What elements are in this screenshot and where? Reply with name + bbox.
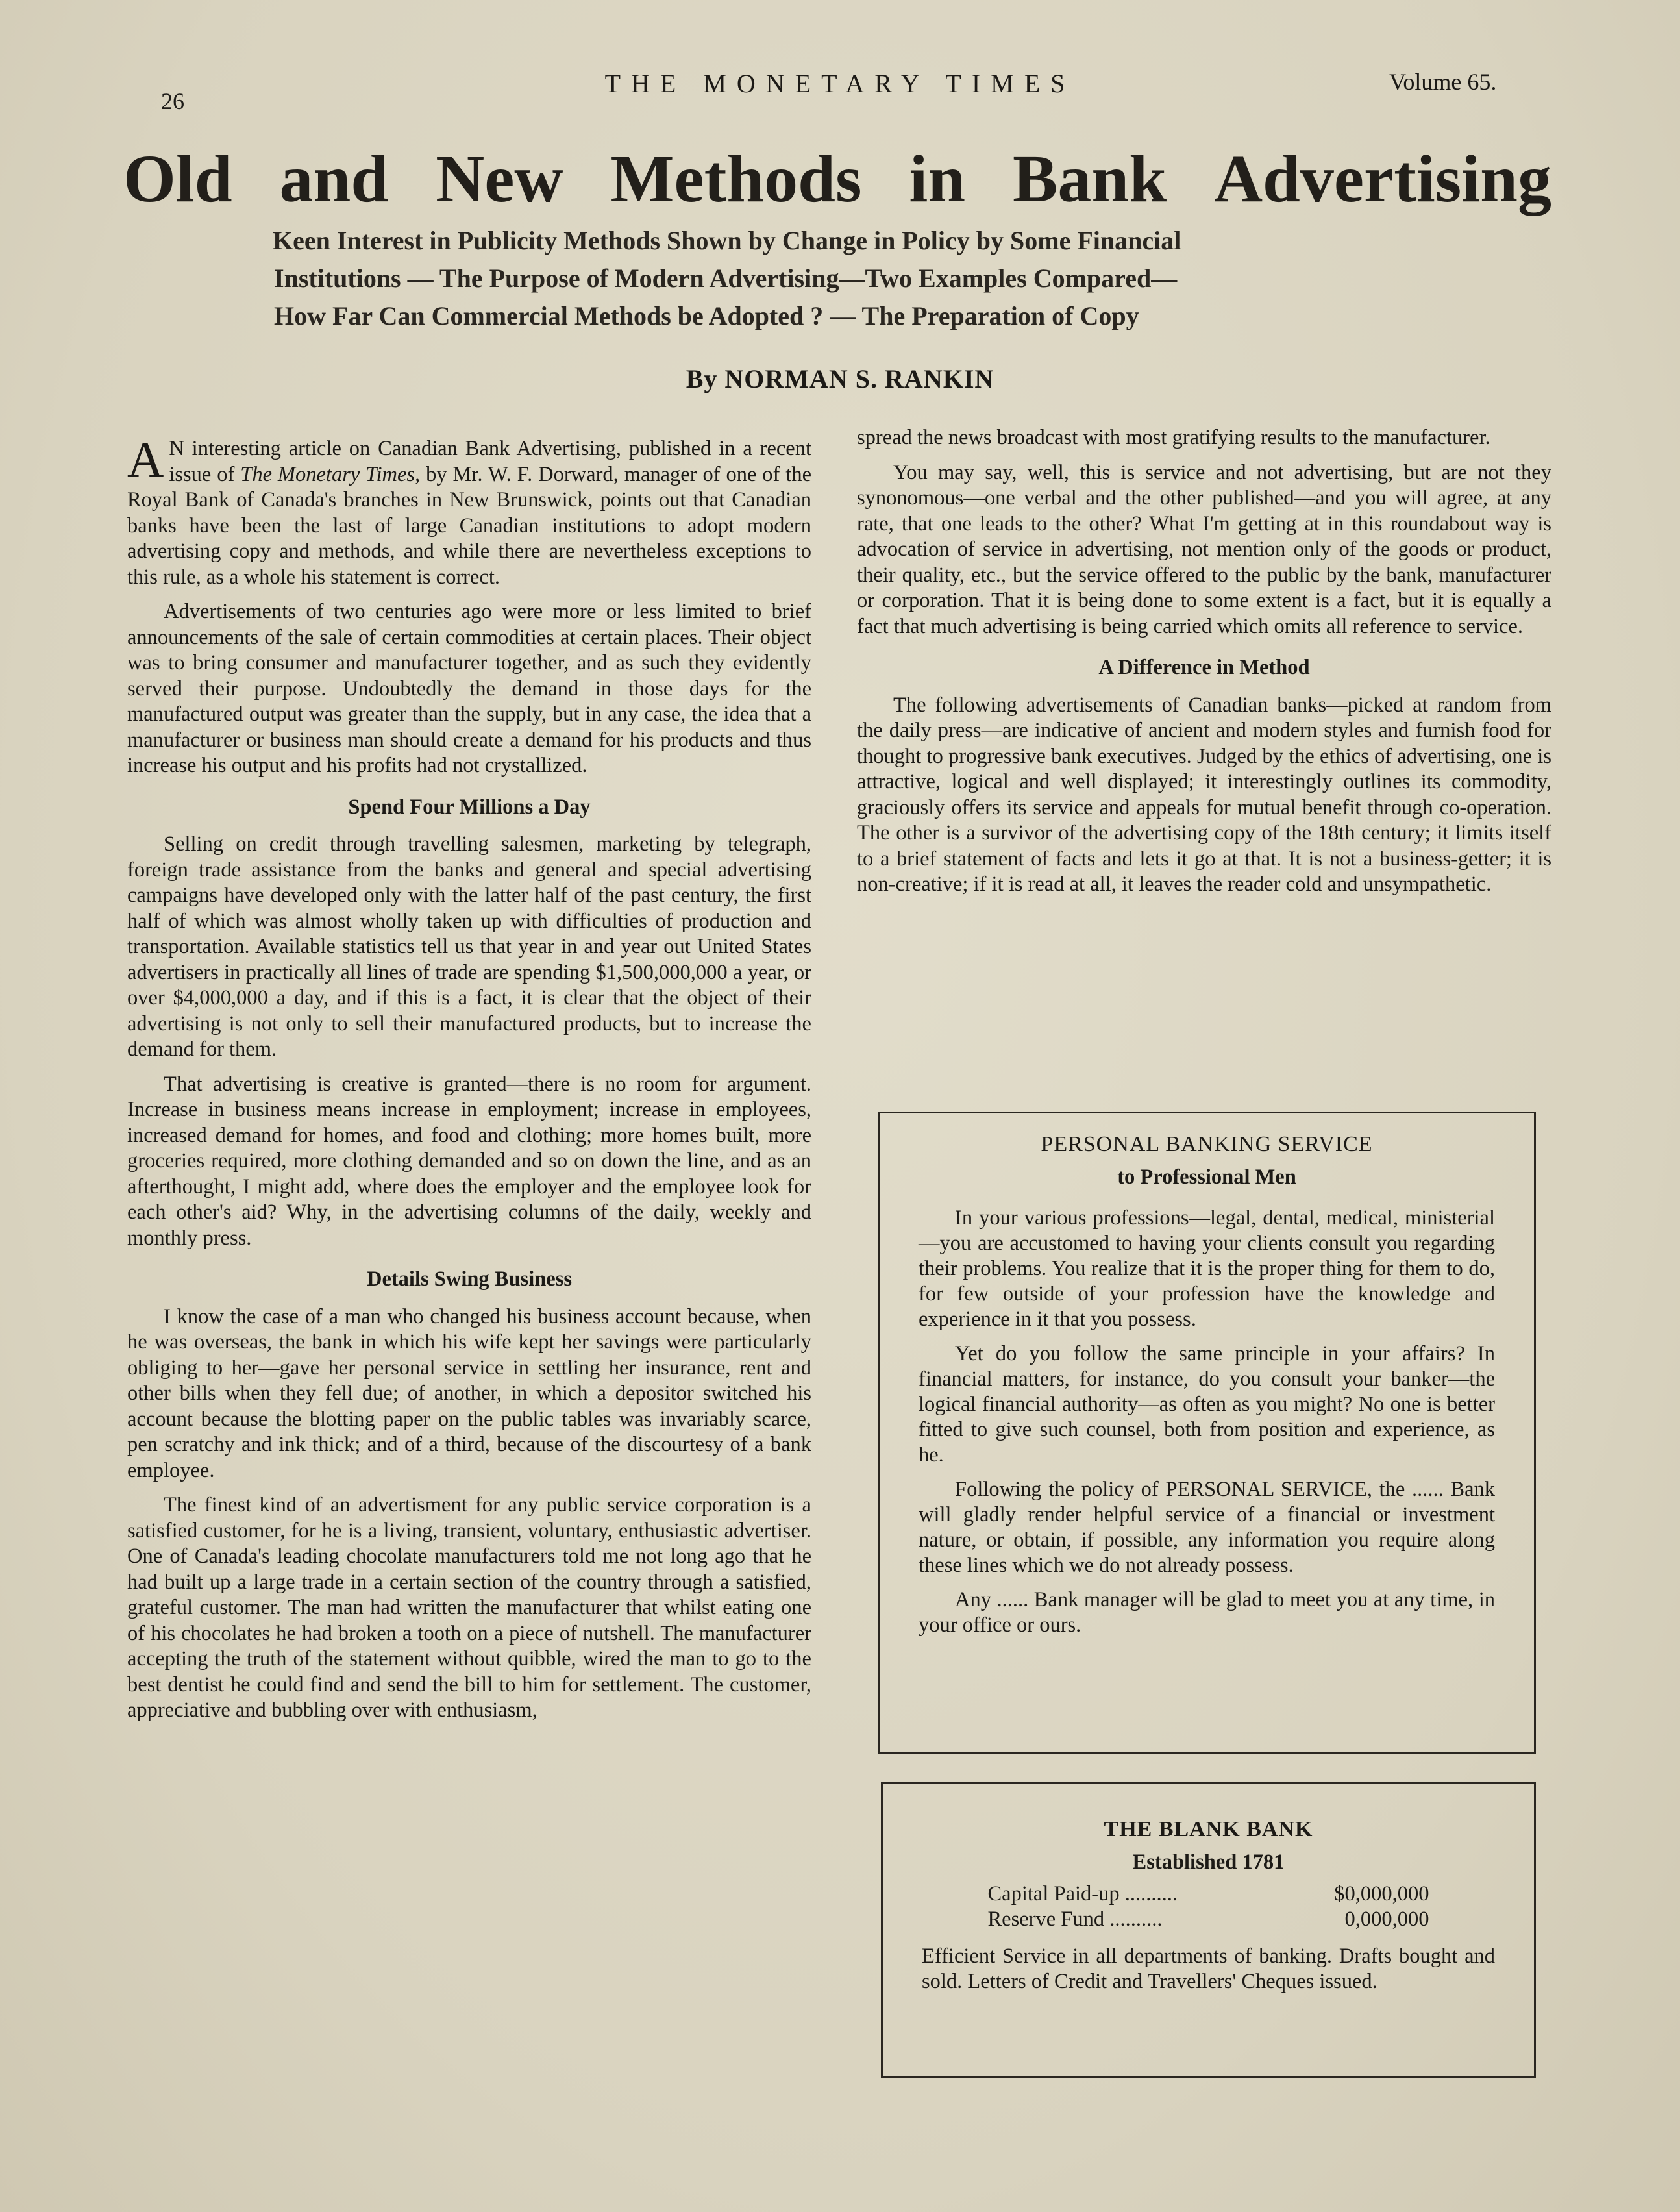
headline-word: in xyxy=(909,141,966,216)
ad-subtitle: to Professional Men xyxy=(1117,1165,1296,1189)
article-subheadline xyxy=(273,222,1389,335)
headline-word: and xyxy=(279,141,389,216)
reserve-row xyxy=(922,1907,1495,1932)
ad-title: THE BLANK BANK xyxy=(1104,1817,1313,1841)
financials xyxy=(922,1882,1495,1932)
personal-banking-ad xyxy=(878,1112,1536,1754)
subhead-line: Institutions — The Purpose of Modern Advertising—Two Examples Compared— xyxy=(274,264,1178,293)
volume-label: Volume 65. xyxy=(1389,69,1497,95)
headline-word: Methods xyxy=(610,141,862,216)
ad-paragraph: Efficient Service in all departments of banking. Drafts bought and sold. Letters of Credit and Travellers' Cheques issued. xyxy=(922,1945,1495,1993)
ad-title: PERSONAL BANKING SERVICE xyxy=(1041,1132,1373,1156)
headline-word: Advertising xyxy=(1213,141,1551,216)
paragraph: That advertising is creative is granted—there is no room for argument. Increase in business means increase in employment; increase in employees, increased demand for homes, and food and clothing; more homes built, more groceries required, more clothing demanded and so on down the line, and as an afterthought, I might add, where does the employer and the employee look for each other's aid? Why, in the advertising columns of the daily, weekly and monthly press. xyxy=(127,1072,811,1250)
headline-word: New xyxy=(436,141,563,216)
reserve-label: Reserve Fund .......... xyxy=(987,1908,1163,1931)
reserve-value: 0,000,000 xyxy=(1344,1908,1429,1931)
section-heading: Details Swing Business xyxy=(366,1267,573,1291)
page-number: 26 xyxy=(161,88,184,114)
article-headline xyxy=(123,130,1551,227)
capital-label: Capital Paid-up .......... xyxy=(987,1882,1178,1906)
paragraph: The finest kind of an advertisment for any public service corporation is a satisfied customer, for he is a living, transient, voluntary, enthusiastic advertiser. One of Canada's leading chocolate manufacturers told me not long ago that he had built up a large trade in a certain section of the country through a satisfied, grateful customer. The man had written the manufacturer that whilst eating one of his chocolates he had broken a tooth on a piece of nutshell. The manufacturer accepting the truth of the statement without quibble, wired the man to go to the best dentist he could find and send the bill to him for settlement. The customer, appreciative and bubbling over with enthusiasm, xyxy=(127,1493,811,1722)
paragraph-text: by Mr. W. F. Dorward, manager of one of the Royal Bank of Canada's branches in New Brunswick, points out that Canadian banks have been the last of large Canadian institutions to adopt modern advertising copy and methods, and while there are nevertheless exceptions to this rule, as a whole his statement is correct. xyxy=(127,462,811,589)
capital-row xyxy=(922,1882,1495,1907)
subhead-line: How Far Can Commercial Methods be Adopted ? — The Preparation of Copy xyxy=(274,301,1139,330)
paragraph: You may say, well, this is service and not advertising, but are not they synonomous—one verbal and the other published—and you will agree, at any rate, that one leads to the other? What I'm getting at in this roundabout way is advocation of service in advertising, not mention only of the goods or product, their quality, etc., but the service offered to the public by the bank, manufacturer or corporation. That it is being done to some extent is a fact, but it is equally a fact that much advertising is being carried which omits all reference to service. xyxy=(857,460,1551,638)
ad-paragraph: Yet do you follow the same principle in your affairs? In financial matters, for instance, do you consult your banker—the logical financial authority—as often as you might? No one is better fitted to give such counsel, both from position and experience, as he. xyxy=(919,1342,1495,1467)
ad-paragraph: Any ...... Bank manager will be glad to meet you at any time, in your office or ours. xyxy=(919,1588,1495,1637)
paragraph: Advertisements of two centuries ago were more or less limited to brief announcements of the sale of certain commodities at certain places. Their object was to bring consumer and manufacturer together, and as such they evidently served their purpose. Undoubtedly the demand in those days for the manufactured output was greater than the supply, but in any case, the idea that a manufacturer or business man should create a demand for his products and thus increase his output and his profits had not crystallized. xyxy=(127,600,811,777)
paragraph: Selling on credit through travelling salesmen, marketing by telegraph, foreign trade assistance from the banks and general and special advertising campaigns have developed only with the latter half of the past century, the first half of which was almost wholly taken up with difficulties of production and transportation. Available statistics tell us that year in and year out United States advertisers in practically all lines of trade are spending $1,500,000,000 a year, or over $4,000,000 a day, and if this is a fact, it is clear that the object of their advertising is not only to sell their manufactured products, but to increase the demand for them. xyxy=(127,832,811,1061)
publication-title: The Monetary Times, xyxy=(240,462,421,486)
paragraph xyxy=(127,431,811,590)
paragraph: The following advertisements of Canadian banks—picked at random from the daily press—are indicative of ancient and modern styles and furnish food for thought to progressive bank executives. Judged by the ethics of advertising, one is attractive, logical and well displayed; it interestingly outlines its commodity, graciously offers its service and appeals for mutual benefit through co-operation. The other is a survivor of the advertising copy of the 18th century; it limits itself to a brief statement of facts and lets it go at that. It is not a business-getter; it is non-creative; if it is read at all, it leaves the reader cold and unsympathetic. xyxy=(857,693,1551,896)
left-column xyxy=(127,431,811,1733)
headline-word: Old xyxy=(123,141,232,216)
blank-bank-ad xyxy=(881,1782,1536,2078)
ad-paragraph: In your various professions—legal, dental, medical, ministerial—you are accustomed to having your clients consult you regarding their problems. You realize that it is the proper thing for them to do, for few outside of your profession have the knowledge and experience in it that you possess. xyxy=(919,1206,1495,1331)
section-heading: A Difference in Method xyxy=(1098,656,1310,679)
paragraph-text: N interesting article on Canadian Bank Advertising, published in a recent issue of xyxy=(169,437,811,486)
ad-paragraph: Following the policy of PERSONAL SERVICE, the ...... Bank will gladly render helpful service of a financial or investment nature, or obtain, if possible, any information you require along these lines which we do not already possess. xyxy=(919,1478,1495,1577)
drop-cap: A xyxy=(127,431,164,488)
section-heading: Spend Four Millions a Day xyxy=(348,795,591,819)
running-header xyxy=(0,68,1680,114)
subhead-line: Keen Interest in Publicity Methods Shown by Change in Policy by Some Financial xyxy=(273,226,1181,255)
right-column xyxy=(857,425,1551,907)
paragraph: I know the case of a man who changed his business account because, when he was overseas, the bank in which his wife kept her savings were particularly obliging to her—gave her personal service in settling her insurance, rent and other bills when they fell due; of another, in which a depositor switched his account because the blotting paper on the public tables was invariably scarce, pen scratchy and ink thick; and of a third, because of the discourtesy of a bank employee. xyxy=(127,1304,811,1482)
headline-word: Bank xyxy=(1013,141,1167,216)
ad-established: Established 1781 xyxy=(1132,1850,1285,1874)
capital-value: $0,000,000 xyxy=(1334,1882,1429,1906)
byline: By NORMAN S. RANKIN xyxy=(686,364,994,393)
paragraph: spread the news broadcast with most gratifying results to the manufacturer. xyxy=(857,426,1490,449)
journal-title: THE MONETARY TIMES xyxy=(604,69,1076,98)
